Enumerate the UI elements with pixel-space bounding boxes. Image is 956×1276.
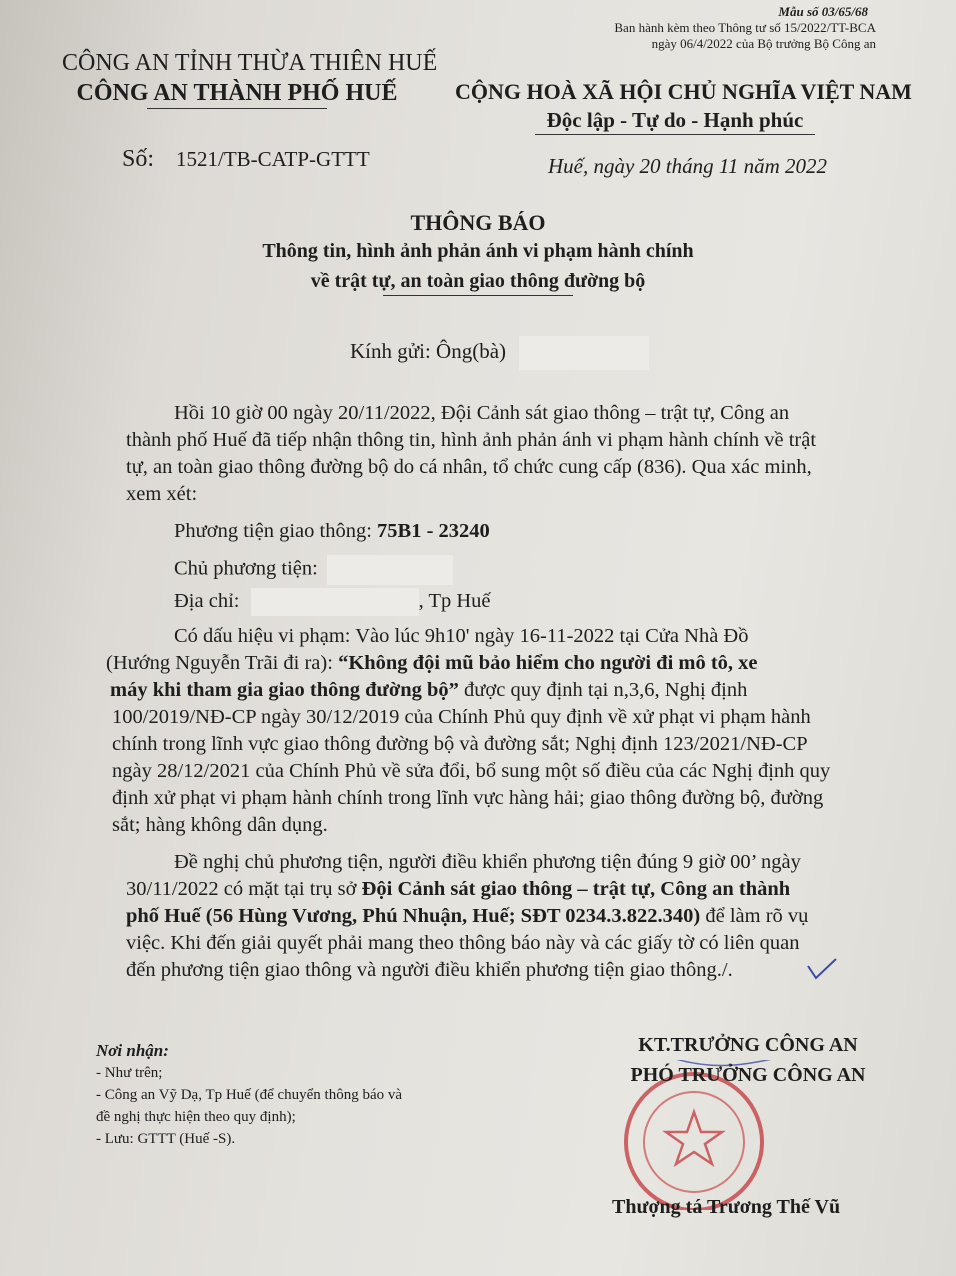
violation-line: sắt; hàng không dân dụng. [112, 814, 328, 836]
recipient-item: - Lưu: GTTT (Huế -S). [96, 1131, 236, 1147]
body-line: Hồi 10 giờ 00 ngày 20/11/2022, Đội Cảnh sát giao thông – trật tự, Công an [174, 402, 790, 424]
violation-regulation: được quy định tại n,3,6, Nghị định [458, 679, 748, 701]
request-line: việc. Khi đến giải quyết phải mang theo thông báo này và các giấy tờ có liên quan [126, 932, 800, 954]
signatory-title-1: KT.TRƯỞNG CÔNG AN [638, 1034, 858, 1056]
violation-line: ngày 28/12/2021 của Chính Phủ về sửa đổi, bổ sung một số điều của các Nghị định quy [112, 760, 831, 782]
address-label: Địa chỉ: [174, 590, 240, 612]
document-subtitle-2 [0, 270, 956, 296]
signature-block [598, 1030, 898, 1090]
office-name: Đội Cảnh sát giao thông – trật tự, Công an thành [361, 878, 791, 900]
request-purpose: để làm rõ vụ [700, 905, 809, 927]
body-line: xem xét: [126, 483, 198, 505]
vehicle-label: Phương tiện giao thông: [174, 520, 372, 542]
agency-name: CÔNG AN THÀNH PHỐ HUẾ [76, 80, 398, 106]
form-code: Mẫu số 03/65/68 [778, 4, 868, 19]
addressee-label: Kính gửi: Ông(bà) [350, 338, 507, 363]
nation-motto: Độc lập - Tự do - Hạnh phúc [546, 108, 804, 132]
vehicle-plate: 75B1 - 23240 [377, 520, 490, 542]
national-header [455, 78, 912, 135]
document-number [122, 146, 370, 173]
doc-number-label: Số: [122, 146, 155, 172]
recipient-item: đề nghị thực hiện theo quy định); [96, 1109, 296, 1125]
violation-line: 100/2019/NĐ-CP ngày 30/12/2019 của Chính Phủ quy định về xử phạt vi phạm hành [112, 706, 811, 728]
place-date: Huế, ngày 20 tháng 11 năm 2022 [548, 154, 827, 178]
signer-name: Thượng tá Trương Thế Vũ [612, 1196, 841, 1218]
redacted-address [251, 588, 419, 616]
redacted-owner-name [327, 555, 453, 585]
body-line: tự, an toàn giao thông đường bộ do cá nhân, tổ chức cung cấp (836). Qua xác minh, [126, 456, 812, 478]
recipients-heading: Nơi nhận: [96, 1041, 169, 1060]
violation-line: định xử phạt vi phạm hành chính trong lĩnh vực hàng hải; giao thông đường bộ, đường [112, 787, 824, 809]
addressee-line [350, 336, 649, 370]
handwritten-tick-mark [806, 956, 840, 982]
doc-number-value: 1521/TB-CATP-GTTT [176, 147, 370, 171]
subtitle-2-text: về trật tự, an toàn giao thông đường bộ [310, 270, 646, 292]
document-title: THÔNG BÁO [410, 210, 546, 235]
office-address: phố Huế (56 Hùng Vương, Phú Nhuận, Huế; SĐT 0234.3.822.340) [126, 905, 701, 927]
violation-line: chính trong lĩnh vực giao thông đường bộ và đường sắt; Nghị định 123/2021/NĐ-CP [112, 733, 808, 755]
request-line [126, 876, 790, 903]
form-ref-line3: ngày 06/4/2022 của Bộ trưởng Bộ Công an [651, 36, 876, 51]
violation-quote-2: máy khi tham gia giao thông đường bộ” [110, 679, 459, 701]
body-line: thành phố Huế đã tiếp nhận thông tin, hình ảnh phản ánh vi phạm hành chính về trật [126, 429, 817, 451]
title-underline [383, 295, 573, 296]
appointment-date: 30/11/2022 có mặt tại trụ sở [126, 878, 362, 900]
address-row [174, 588, 491, 616]
form-reference [614, 4, 876, 52]
address-suffix: , Tp Huế [418, 590, 491, 612]
request-line: Đề nghị chủ phương tiện, người điều khiển phương tiện đúng 9 giờ 00’ ngày [174, 851, 801, 873]
owner-label: Chủ phương tiện: [174, 557, 318, 580]
agency-parent: CÔNG AN TỈNH THỪA THIÊN HUẾ [62, 50, 438, 76]
agency-underline [147, 108, 327, 109]
redacted-addressee-name [519, 336, 649, 370]
vehicle-row [174, 518, 490, 545]
owner-row [174, 555, 453, 585]
violation-line [106, 650, 758, 677]
signatory-title-2: PHÓ TRƯỞNG CÔNG AN [630, 1064, 866, 1086]
issuing-agency [62, 48, 438, 109]
form-ref-line2: Ban hành kèm theo Thông tư số 15/2022/TT-BCA [614, 20, 876, 35]
request-line: đến phương tiện giao thông và người điều khiển phương tiện giao thông./. [126, 959, 733, 981]
recipient-item: - Như trên; [96, 1065, 163, 1081]
nation-name: CỘNG HOÀ XÃ HỘI CHỦ NGHĨA VIỆT NAM [455, 79, 912, 104]
violation-quote-1: “Không đội mũ bảo hiểm cho người đi mô tô, xe [338, 652, 758, 674]
recipients-block [96, 1040, 402, 1150]
request-line [126, 903, 808, 930]
violation-line: Có dấu hiệu vi phạm: Vào lúc 9h10' ngày 16-11-2022 tại Cửa Nhà Đồ [174, 625, 749, 647]
recipient-item: - Công an Vỹ Dạ, Tp Huế (để chuyển thông báo và [96, 1087, 403, 1103]
motto-underline [535, 134, 815, 135]
document-subtitle-1: Thông tin, hình ảnh phản ánh vi phạm hành chính [262, 240, 694, 262]
violation-location: (Hướng Nguyễn Trãi đi ra): [106, 652, 339, 674]
violation-line [110, 677, 747, 704]
